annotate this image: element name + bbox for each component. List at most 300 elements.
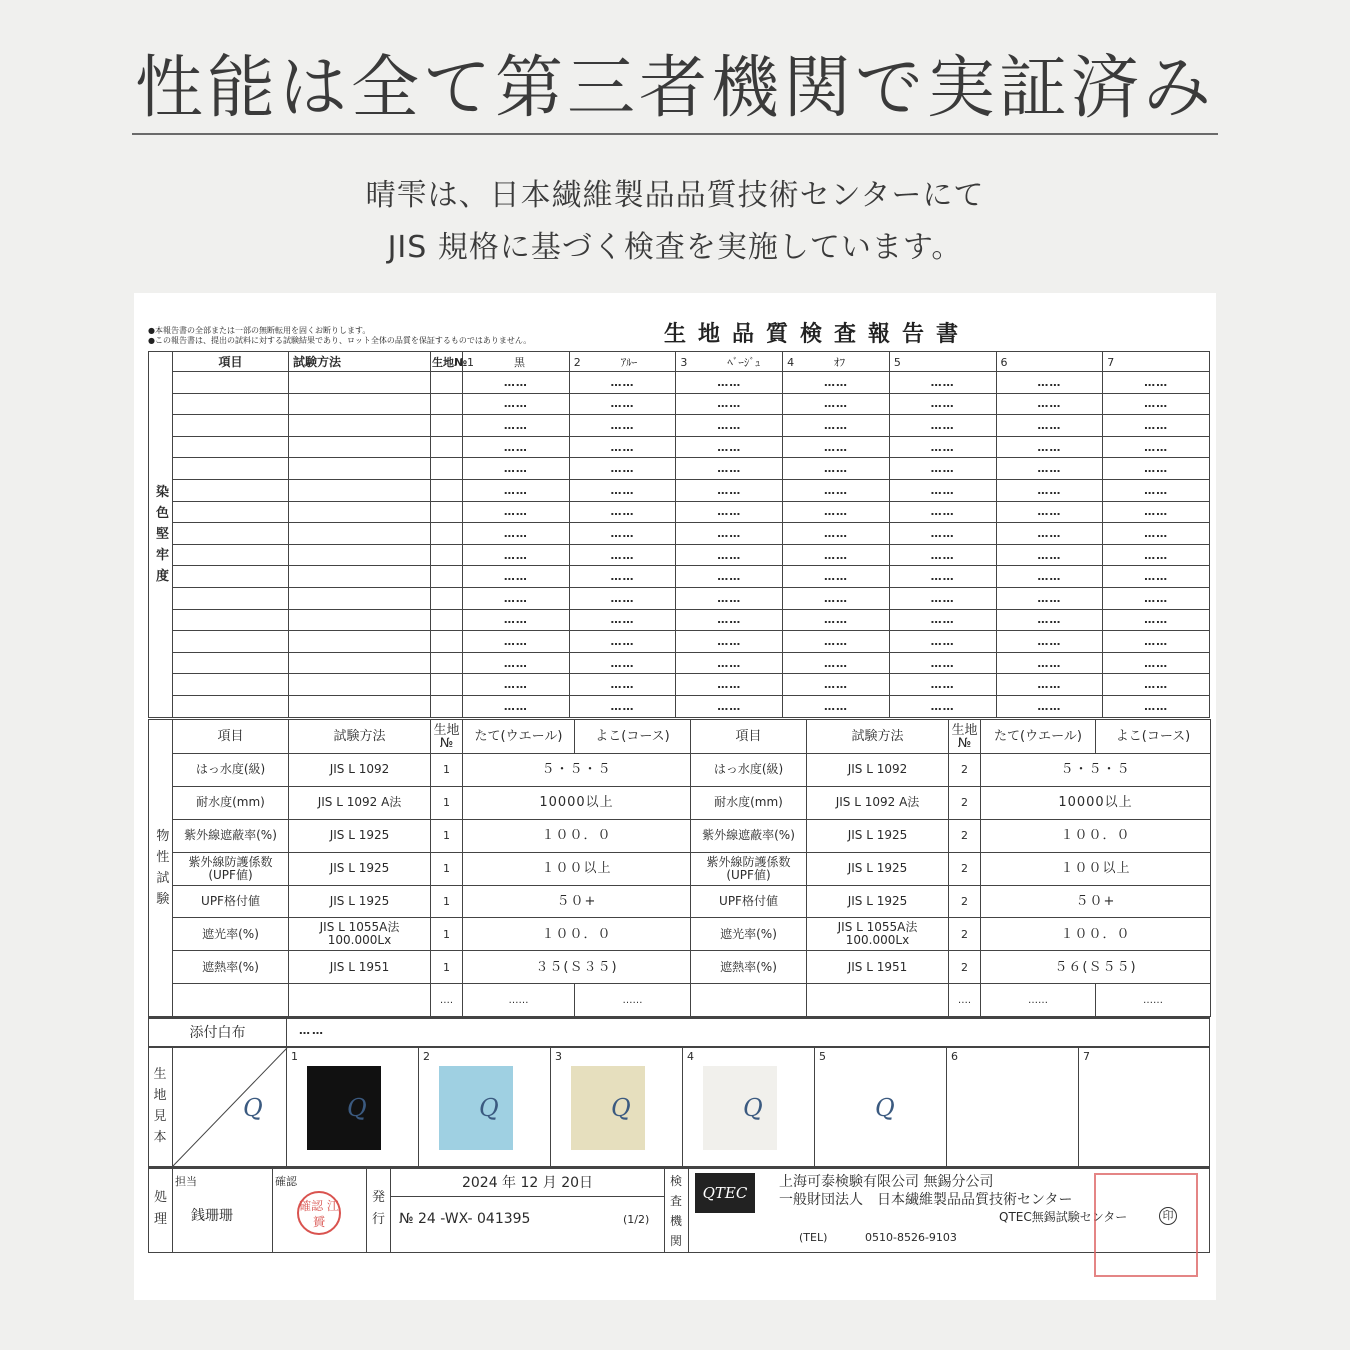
result-placeholder: ……	[996, 674, 1103, 696]
empty-cell	[431, 501, 463, 523]
test-result: ３５(Ｓ３５)	[463, 951, 691, 984]
fabric-color-name: ｱﾙｰ	[620, 355, 638, 369]
colorfastness-row	[149, 458, 1210, 480]
result-placeholder: ……	[996, 544, 1103, 566]
empty-cell	[289, 372, 431, 394]
result-placeholder: ……	[889, 587, 996, 609]
empty-cell	[289, 479, 431, 501]
empty-cell	[173, 566, 289, 588]
headline-divider	[132, 133, 1218, 135]
test-method: JIS L 1951	[807, 951, 949, 984]
fabric-samples-label: 生地見本	[149, 1048, 173, 1166]
fabric-number: 4	[787, 355, 795, 369]
tel-label: (TEL)	[799, 1231, 828, 1244]
person-name: 銭珊珊	[191, 1208, 233, 1224]
test-item: 耐水度(mm)	[691, 786, 807, 819]
result-placeholder: ……	[889, 566, 996, 588]
result-placeholder: ……	[996, 458, 1103, 480]
test-item: 遮光率(%)	[691, 918, 807, 951]
sample-cell	[551, 1048, 683, 1166]
test-item: 紫外線防護係数(UPF値)	[691, 852, 807, 885]
physical-section-label: 物性試験	[149, 720, 173, 1017]
official-seal	[1094, 1173, 1198, 1277]
empty-cell	[431, 695, 463, 717]
qtec-logo-mark: Q	[243, 1094, 263, 1122]
fabric-number: 1	[431, 754, 463, 787]
empty-cell	[173, 674, 289, 696]
result-placeholder: ……	[676, 566, 783, 588]
test-method: JIS L 1055A法 100.000Lx	[289, 918, 431, 951]
empty-cell	[431, 566, 463, 588]
colorfastness-row	[149, 652, 1210, 674]
fabric-number: 1	[431, 819, 463, 852]
fabric-swatch	[307, 1066, 381, 1150]
result-placeholder: ……	[463, 695, 570, 717]
attached-white-cloth-row	[148, 1017, 1210, 1047]
physical-test-row	[149, 786, 1211, 819]
report-notes	[148, 326, 531, 346]
result-placeholder: ……	[569, 436, 676, 458]
sample-number: 5	[819, 1050, 826, 1063]
test-method: JIS L 1092 A法	[807, 786, 949, 819]
fabric-color-name: ﾍﾞｰｼﾞｭ	[727, 355, 761, 369]
attached-white-cloth-value: ……	[299, 1024, 325, 1037]
fabric-number: 2	[949, 819, 981, 852]
result-placeholder: ……	[463, 609, 570, 631]
physical-test-row	[149, 754, 1211, 787]
fabric-color-name: ｵﾌ	[834, 355, 846, 369]
org-name-1: 上海可泰検験有限公司 無錫分公司	[779, 1174, 994, 1190]
result-placeholder: ……	[783, 458, 890, 480]
result-placeholder: ……	[676, 501, 783, 523]
test-item: UPF格付値	[173, 885, 289, 918]
physical-test-row	[149, 819, 1211, 852]
empty-cell	[431, 415, 463, 437]
inspection-report	[134, 293, 1216, 1300]
empty-cell	[431, 674, 463, 696]
report-note-2: ●この報告書は、提出の試料に対する試験結果であり、ロット全体の品質を保証するものではありません。	[148, 336, 532, 345]
result-placeholder: ……	[889, 652, 996, 674]
blank-value: ……	[463, 984, 575, 1017]
result-placeholder: ……	[783, 652, 890, 674]
result-placeholder: ……	[783, 587, 890, 609]
empty-cell	[289, 674, 431, 696]
result-placeholder: ……	[569, 372, 676, 394]
col-weft-header: よこ(コース)	[1096, 720, 1211, 754]
colorfastness-section-label: 染色堅牢度	[149, 352, 173, 718]
sample-number: 4	[687, 1050, 694, 1063]
empty-cell	[431, 523, 463, 545]
fabric-number: 5	[893, 355, 901, 369]
test-item: はっ水度(級)	[691, 754, 807, 787]
fabric-header	[996, 352, 1103, 372]
col-fabric-no-header: 生地№	[949, 720, 981, 754]
col-weft-header: よこ(コース)	[575, 720, 691, 754]
result-placeholder: ……	[1103, 393, 1210, 415]
result-placeholder: ……	[889, 458, 996, 480]
result-placeholder: ……	[676, 436, 783, 458]
empty-cell	[289, 544, 431, 566]
fabric-number: 1	[431, 786, 463, 819]
test-result: １００．０	[463, 918, 691, 951]
empty-cell	[289, 566, 431, 588]
result-placeholder: ……	[1103, 436, 1210, 458]
col-warp-header: たて(ウエール)	[463, 720, 575, 754]
sample-number: 6	[951, 1050, 958, 1063]
colorfastness-row	[149, 631, 1210, 653]
fabric-number: 2	[949, 852, 981, 885]
result-placeholder: ……	[1103, 544, 1210, 566]
fabric-number: 1	[431, 918, 463, 951]
result-placeholder: ……	[676, 695, 783, 717]
issue-label-cell	[367, 1169, 391, 1253]
sample-number: 2	[423, 1050, 430, 1063]
empty-cell	[431, 479, 463, 501]
result-placeholder: ……	[569, 523, 676, 545]
empty-cell	[691, 984, 807, 1017]
fabric-header	[783, 352, 890, 372]
report-title: 生地品質検査報告書	[664, 322, 971, 347]
sample-number: 3	[555, 1050, 562, 1063]
colorfastness-row	[149, 393, 1210, 415]
empty-cell	[173, 652, 289, 674]
col-item-header: 項目	[173, 352, 289, 372]
result-placeholder: ……	[676, 609, 783, 631]
test-result: １００．０	[981, 918, 1211, 951]
result-placeholder: ……	[569, 393, 676, 415]
result-placeholder: ……	[889, 436, 996, 458]
result-placeholder: ……	[1103, 415, 1210, 437]
test-item: 紫外線遮蔽率(%)	[173, 819, 289, 852]
result-placeholder: ……	[783, 523, 890, 545]
test-result: ５・５・５	[981, 754, 1211, 787]
result-placeholder: ……	[569, 479, 676, 501]
empty-cell	[289, 984, 431, 1017]
result-placeholder: ……	[569, 631, 676, 653]
result-placeholder: ……	[676, 372, 783, 394]
empty-cell	[289, 501, 431, 523]
sample-number: 1	[291, 1050, 298, 1063]
qtec-logo-mark: Q	[743, 1094, 763, 1122]
result-placeholder: ……	[1103, 523, 1210, 545]
result-placeholder: ……	[996, 479, 1103, 501]
empty-cell	[173, 631, 289, 653]
result-placeholder: ……	[1103, 631, 1210, 653]
blank-value: ……	[575, 984, 691, 1017]
result-placeholder: ……	[996, 587, 1103, 609]
empty-cell	[173, 436, 289, 458]
empty-cell	[173, 458, 289, 480]
result-placeholder: ……	[569, 415, 676, 437]
result-placeholder: ……	[676, 587, 783, 609]
result-placeholder: ……	[569, 458, 676, 480]
col-item-header: 項目	[173, 720, 289, 754]
empty-cell	[289, 458, 431, 480]
result-placeholder: ……	[996, 566, 1103, 588]
page-number: (1/2)	[623, 1213, 650, 1226]
qtec-logo: QTEC	[695, 1173, 755, 1213]
page-headline: 性能は全て第三者機関で実証済み	[134, 49, 1215, 128]
result-placeholder: ……	[996, 436, 1103, 458]
empty-cell	[173, 695, 289, 717]
sample-cell	[683, 1048, 815, 1166]
result-placeholder: ……	[889, 372, 996, 394]
test-result: ５０+	[463, 885, 691, 918]
empty-cell	[431, 631, 463, 653]
org-name-2: 一般財団法人 日本繊維製品品質技術センター	[779, 1192, 1073, 1208]
diagonal-line	[173, 1048, 287, 1166]
test-result: 10000以上	[463, 786, 691, 819]
empty-cell	[173, 544, 289, 566]
sample-cell	[287, 1048, 419, 1166]
result-placeholder: ……	[676, 479, 783, 501]
result-placeholder: ……	[463, 631, 570, 653]
fabric-number: 2	[949, 754, 981, 787]
result-placeholder: ……	[676, 415, 783, 437]
result-placeholder: ……	[783, 415, 890, 437]
result-placeholder: ……	[889, 415, 996, 437]
result-placeholder: ……	[463, 479, 570, 501]
qtec-logo-mark: Q	[611, 1094, 631, 1122]
empty-cell	[431, 587, 463, 609]
colorfastness-row	[149, 609, 1210, 631]
empty-cell	[289, 415, 431, 437]
colorfastness-row	[149, 523, 1210, 545]
test-method: JIS L 1092 A法	[289, 786, 431, 819]
result-placeholder: ……	[996, 609, 1103, 631]
empty-cell	[173, 984, 289, 1017]
col-method-header: 試験方法	[289, 720, 431, 754]
result-placeholder: ……	[569, 652, 676, 674]
issue-date: 2024 年 12 月 20日	[391, 1169, 664, 1197]
empty-cell	[173, 372, 289, 394]
result-placeholder: ……	[889, 523, 996, 545]
fabric-samples-row	[148, 1047, 1210, 1167]
samples-diagonal-cell	[173, 1048, 287, 1166]
report-number: № 24 -WX- 041395	[399, 1211, 531, 1227]
result-placeholder: ……	[783, 372, 890, 394]
result-placeholder: ……	[676, 674, 783, 696]
sample-cell	[1079, 1048, 1209, 1166]
result-placeholder: ……	[463, 544, 570, 566]
result-placeholder: ……	[783, 566, 890, 588]
result-placeholder: ……	[676, 631, 783, 653]
fabric-number: 2	[949, 786, 981, 819]
empty-cell	[431, 609, 463, 631]
test-item: 遮熱率(%)	[691, 951, 807, 984]
physical-test-table	[148, 719, 1211, 1017]
sample-number: 7	[1083, 1050, 1090, 1063]
subheading-line-2: JIS 規格に基づく検査を実施しています。	[387, 230, 963, 265]
result-placeholder: ……	[463, 458, 570, 480]
test-result: 10000以上	[981, 786, 1211, 819]
fabric-header	[676, 352, 783, 372]
org-name-3: QTEC無錫試験センター	[999, 1210, 1128, 1224]
test-method: JIS L 1925	[289, 852, 431, 885]
result-placeholder: ……	[889, 609, 996, 631]
empty-cell	[173, 415, 289, 437]
result-placeholder: ……	[1103, 479, 1210, 501]
fabric-header	[889, 352, 996, 372]
result-placeholder: ……	[996, 631, 1103, 653]
qtec-logo-mark: Q	[875, 1094, 895, 1122]
empty-cell	[173, 393, 289, 415]
result-placeholder: ……	[996, 652, 1103, 674]
colorfastness-row	[149, 436, 1210, 458]
result-placeholder: ……	[1103, 695, 1210, 717]
test-item: 耐水度(mm)	[173, 786, 289, 819]
fabric-number: 6	[1000, 355, 1008, 369]
processing-label-cell	[149, 1169, 173, 1253]
result-placeholder: ……	[889, 393, 996, 415]
empty-cell	[431, 544, 463, 566]
colorfastness-row	[149, 372, 1210, 394]
person-cell	[173, 1169, 273, 1253]
result-placeholder: ……	[783, 631, 890, 653]
test-item: 遮光率(%)	[173, 918, 289, 951]
fabric-number: 1	[431, 852, 463, 885]
report-footer	[148, 1167, 1210, 1253]
result-placeholder: ……	[1103, 458, 1210, 480]
test-method: JIS L 1925	[807, 819, 949, 852]
tel-number: 0510-8526-9103	[865, 1231, 957, 1244]
test-item: 遮熱率(%)	[173, 951, 289, 984]
empty-cell	[173, 523, 289, 545]
colorfastness-row	[149, 695, 1210, 717]
empty-cell	[431, 436, 463, 458]
test-method: JIS L 1055A法 100.000Lx	[807, 918, 949, 951]
blank-value: ……	[981, 984, 1096, 1017]
fabric-number: 3	[680, 355, 688, 369]
blank-value: ……	[1096, 984, 1211, 1017]
colorfastness-row	[149, 674, 1210, 696]
result-placeholder: ……	[783, 544, 890, 566]
empty-cell	[431, 393, 463, 415]
agency-label-cell	[665, 1169, 689, 1253]
empty-cell	[173, 587, 289, 609]
result-placeholder: ……	[783, 479, 890, 501]
result-placeholder: ……	[1103, 674, 1210, 696]
test-result: ５０+	[981, 885, 1211, 918]
result-placeholder: ……	[463, 415, 570, 437]
col-method-header: 試験方法	[289, 352, 431, 372]
subheading-line-1: 晴雫は、日本繊維製品品質技術センターにて	[365, 178, 985, 213]
result-placeholder: ……	[889, 631, 996, 653]
test-result: １００以上	[981, 852, 1211, 885]
empty-cell	[431, 652, 463, 674]
col-method-header: 試験方法	[807, 720, 949, 754]
fabric-header	[1103, 352, 1210, 372]
empty-cell	[173, 609, 289, 631]
result-placeholder: ……	[676, 652, 783, 674]
issue-cell	[391, 1169, 665, 1253]
test-method: JIS L 1925	[807, 852, 949, 885]
colorfastness-row	[149, 479, 1210, 501]
result-placeholder: ……	[463, 523, 570, 545]
fabric-number: 2	[949, 918, 981, 951]
result-placeholder: ……	[783, 609, 890, 631]
test-item: 紫外線遮蔽率(%)	[691, 819, 807, 852]
result-placeholder: ……	[463, 674, 570, 696]
result-placeholder: ……	[463, 587, 570, 609]
empty-cell	[289, 587, 431, 609]
colorfastness-row	[149, 587, 1210, 609]
fabric-color-name: 黒	[514, 355, 525, 369]
result-placeholder: ……	[463, 501, 570, 523]
empty-cell	[173, 501, 289, 523]
empty-cell	[807, 984, 949, 1017]
result-placeholder: ……	[569, 609, 676, 631]
empty-cell	[431, 458, 463, 480]
result-placeholder: ……	[996, 415, 1103, 437]
blank-number: ….	[431, 984, 463, 1017]
colorfastness-row	[149, 501, 1210, 523]
fabric-number: 2	[949, 951, 981, 984]
confirm-cell	[273, 1169, 367, 1253]
processing-label: 処理	[154, 1190, 168, 1227]
result-placeholder: ……	[676, 458, 783, 480]
fabric-swatch	[571, 1066, 645, 1150]
result-placeholder: ……	[889, 544, 996, 566]
result-placeholder: ……	[569, 695, 676, 717]
result-placeholder: ……	[1103, 372, 1210, 394]
empty-cell	[289, 695, 431, 717]
test-result: ５６(Ｓ５５)	[981, 951, 1211, 984]
physical-test-row	[149, 885, 1211, 918]
result-placeholder: ……	[996, 393, 1103, 415]
result-placeholder: ……	[569, 587, 676, 609]
fabric-number: 7	[1107, 355, 1115, 369]
colorfastness-row	[149, 566, 1210, 588]
test-result: １００．０	[981, 819, 1211, 852]
empty-cell	[289, 436, 431, 458]
sample-cell	[947, 1048, 1079, 1166]
fabric-number: 1	[467, 355, 474, 369]
empty-cell	[173, 479, 289, 501]
test-item: はっ水度(級)	[173, 754, 289, 787]
test-item: 紫外線防護係数(UPF値)	[173, 852, 289, 885]
col-item-header: 項目	[691, 720, 807, 754]
result-placeholder: ……	[676, 393, 783, 415]
result-placeholder: ……	[463, 393, 570, 415]
result-placeholder: ……	[463, 372, 570, 394]
result-placeholder: ……	[889, 674, 996, 696]
fabric-swatch	[439, 1066, 513, 1150]
confirm-label: 確認	[275, 1175, 297, 1188]
result-placeholder: ……	[569, 501, 676, 523]
col-warp-header: たて(ウエール)	[981, 720, 1096, 754]
result-placeholder: ……	[1103, 587, 1210, 609]
empty-cell	[289, 631, 431, 653]
result-placeholder: ……	[783, 436, 890, 458]
physical-test-row	[149, 918, 1211, 951]
col-fabric-no-header: 生地№	[431, 720, 463, 754]
result-placeholder: ……	[783, 674, 890, 696]
result-placeholder: ……	[1103, 652, 1210, 674]
result-placeholder: ……	[463, 566, 570, 588]
result-placeholder: ……	[463, 652, 570, 674]
result-placeholder: ……	[569, 674, 676, 696]
empty-cell	[289, 523, 431, 545]
issue-label: 発行	[372, 1190, 386, 1227]
result-placeholder: ……	[996, 501, 1103, 523]
result-placeholder: ……	[569, 544, 676, 566]
test-method: JIS L 1925	[807, 885, 949, 918]
result-placeholder: ……	[889, 479, 996, 501]
physical-test-row	[149, 852, 1211, 885]
fabric-number: 2	[949, 885, 981, 918]
empty-cell	[289, 609, 431, 631]
